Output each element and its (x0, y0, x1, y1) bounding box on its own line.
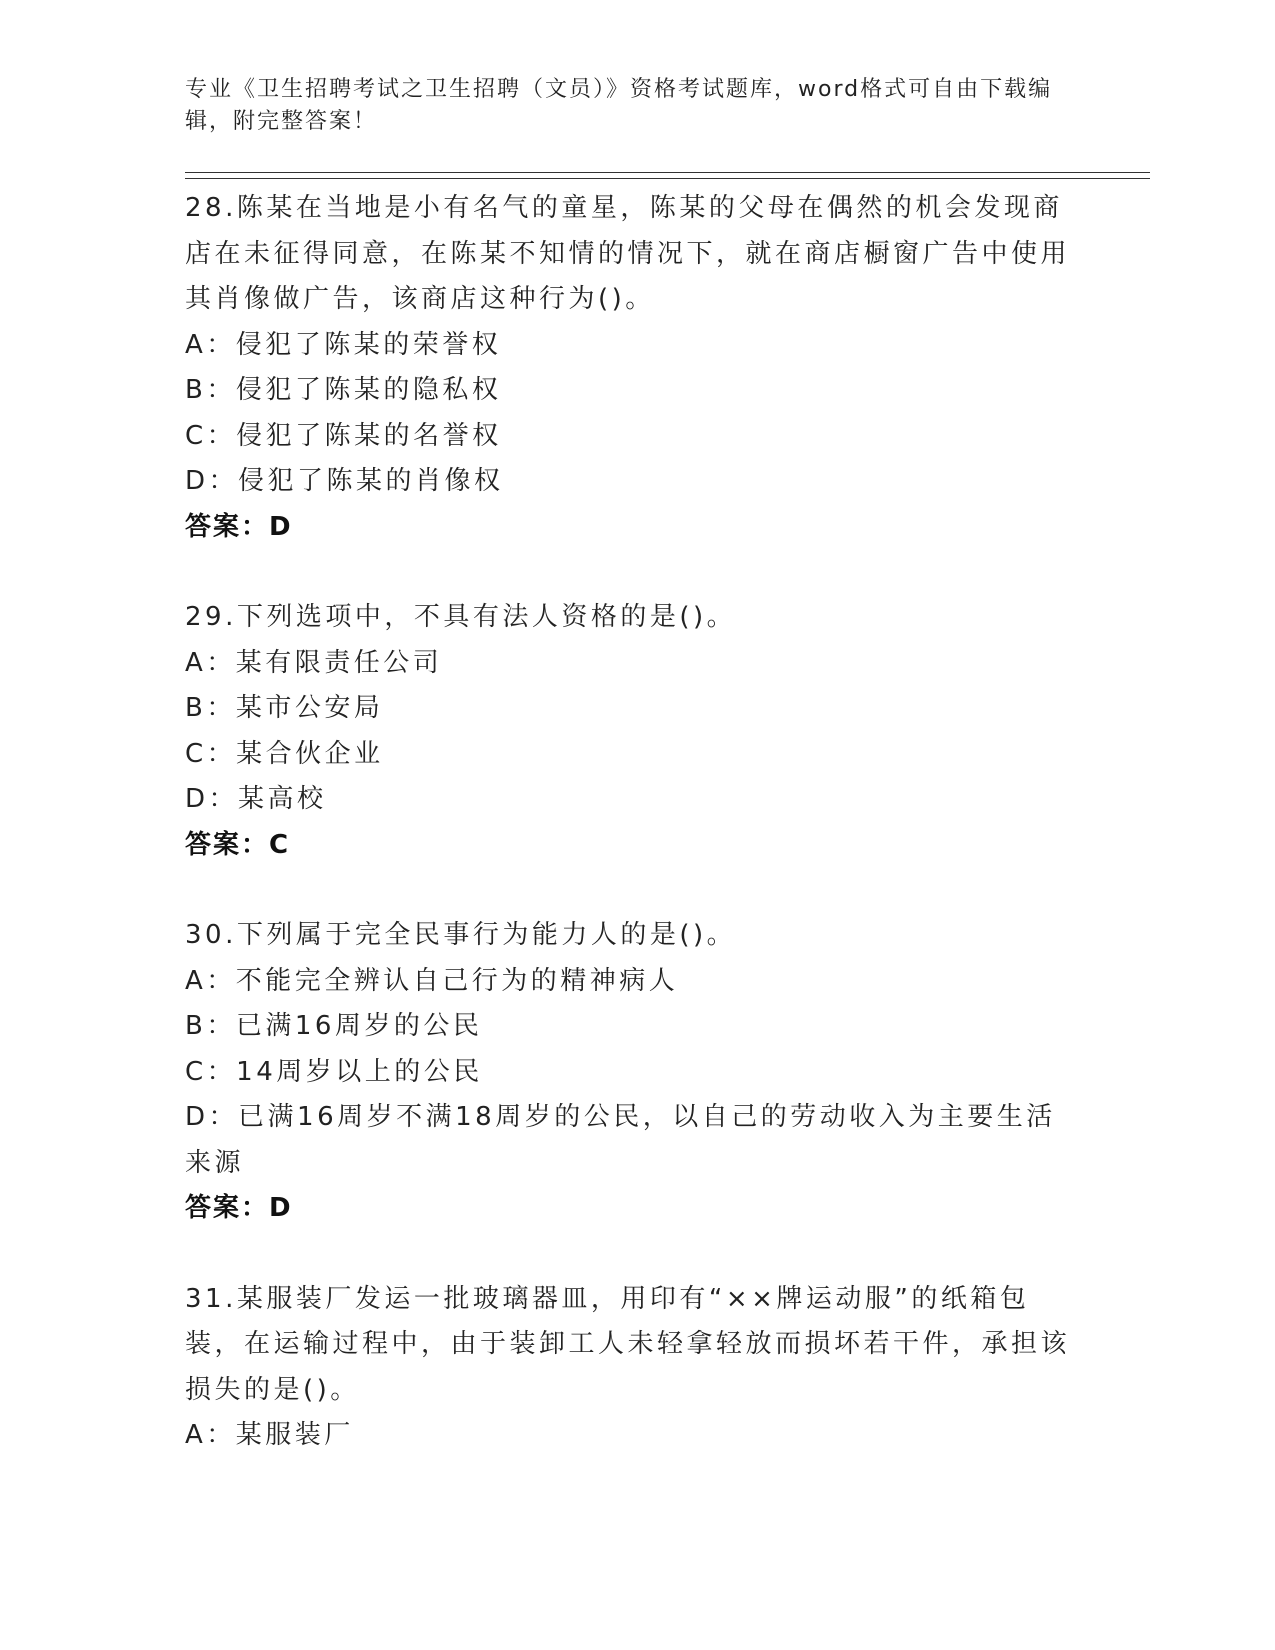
option-c: C：14周岁以上的公民 (185, 1056, 483, 1087)
option-a: A：不能完全辨认自己行为的精神病人 (185, 965, 679, 996)
option-a: A：某有限责任公司 (185, 647, 443, 678)
question-text: 28.陈某在当地是小有名气的童星，陈某的父母在偶然的机会发现商店在未征得同意，在陈某不知情的情况下，就在商店橱窗广告中使用其肖像做广告，该商店这种行为()。 (185, 193, 1071, 314)
answer-line: 答案：C (185, 829, 291, 860)
question-block (185, 1277, 1085, 1459)
question-text: 29.下列选项中，不具有法人资格的是()。 (185, 602, 737, 632)
option-d: D：侵犯了陈某的肖像权 (185, 466, 504, 496)
option-b: B：侵犯了陈某的隐私权 (185, 375, 502, 405)
option-c: C：某合伙企业 (185, 738, 384, 769)
option-b: B：已满16周岁的公民 (185, 1011, 483, 1041)
answer-line: 答案：D (185, 1193, 293, 1223)
question-text: 30.下列属于完全民事行为能力人的是()。 (185, 920, 737, 950)
option-b: B：某市公安局 (185, 693, 384, 723)
answer-line: 答案：D (185, 511, 293, 542)
option-d: D：某高校 (185, 784, 327, 814)
header-divider-top (185, 172, 1150, 173)
question-text: 31.某服装厂发运一批玻璃器皿，用印有“××牌运动服”的纸箱包装，在运输过程中，由于装卸工人未轻拿轻放而损坏若干件，承担该损失的是()。 (185, 1283, 1071, 1405)
question-spacer (185, 1232, 1085, 1277)
question-block (185, 913, 1085, 1232)
option-d: D：已满16周岁不满18周岁的公民，以自己的劳动收入为主要生活来源 (185, 1102, 1056, 1178)
question-block (185, 595, 1085, 868)
option-a: A：某服装厂 (185, 1420, 354, 1450)
option-a: A：侵犯了陈某的荣誉权 (185, 329, 502, 360)
option-c: C：侵犯了陈某的名誉权 (185, 420, 502, 451)
header-divider-bottom (185, 178, 1150, 179)
question-spacer (185, 550, 1085, 595)
document-header: 专业《卫生招聘考试之卫生招聘（文员）》资格考试题库，word格式可自由下载编辑，附完整答案！ (185, 77, 1053, 134)
question-block (185, 186, 1085, 550)
question-spacer (185, 868, 1085, 913)
question-list (185, 186, 1085, 1459)
